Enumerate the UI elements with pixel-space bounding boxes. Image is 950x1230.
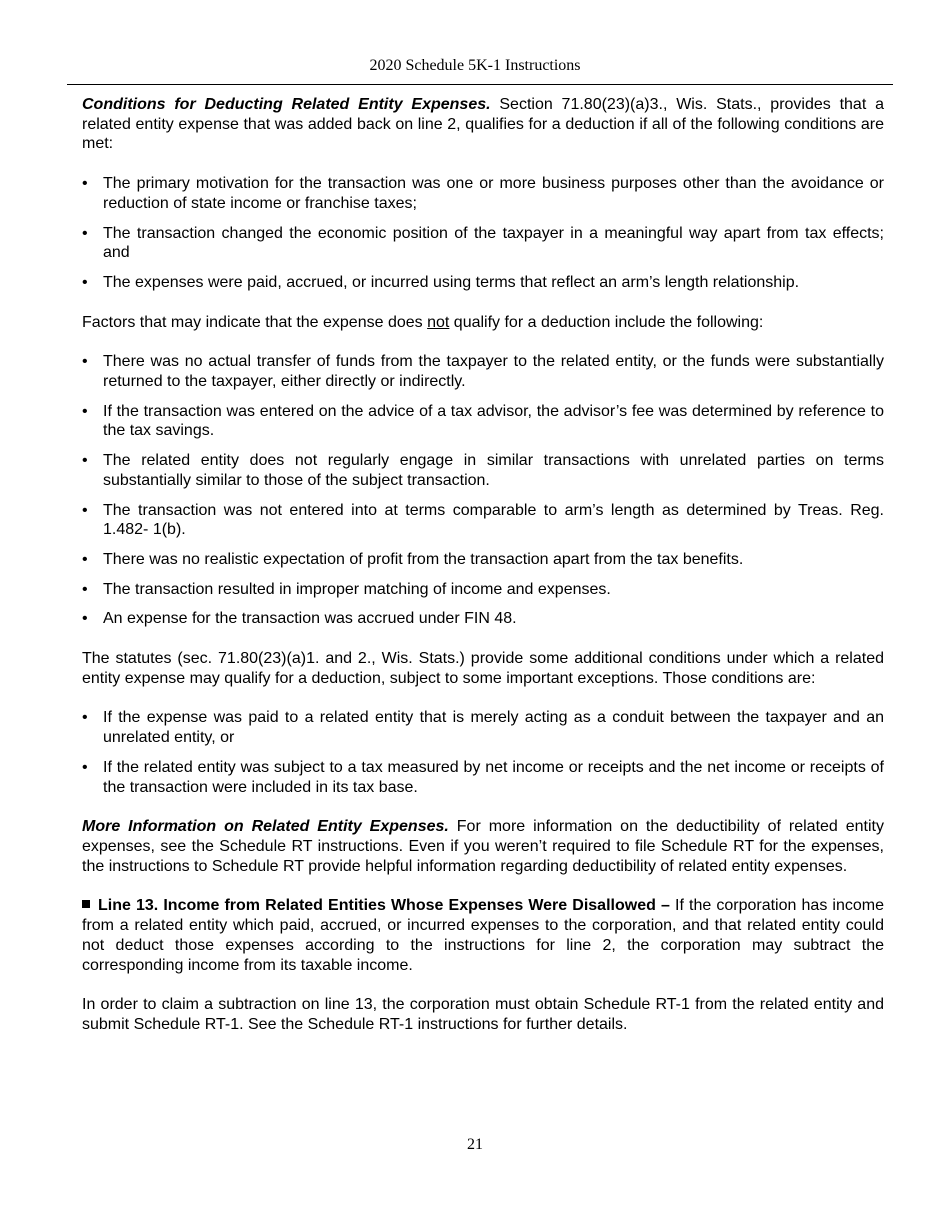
factors-paragraph [82, 313, 884, 333]
bullet-icon: • [82, 175, 88, 193]
conditions-paragraph [82, 95, 884, 154]
list-item-text: The transaction resulted in improper matching of income and expenses. [103, 580, 611, 598]
bullet-icon: • [82, 580, 88, 598]
list-item-text: There was no realistic expectation of profit from the transaction apart from the tax benefits. [103, 550, 744, 568]
list-item-text: The transaction changed the economic position of the taxpayer in a meaningful way apart from tax effects; and [103, 224, 884, 262]
list-item [82, 224, 884, 263]
conditions-intro: Section 71.80(23)(a)3., Wis. Stats., provides that a related entity expense that was added back on line 2, qualifies for a deduction if all of the following conditions are met: [82, 96, 884, 153]
bullet-icon: • [82, 758, 88, 776]
statutes-paragraph: The statutes (sec. 71.80(23)(a)1. and 2., Wis. Stats.) provide some additional conditions under which a related entity expense may qualify for a deduction, subject to some important exceptions. Those conditions are: [82, 650, 884, 687]
document-body [82, 95, 884, 1035]
list-item-text: The primary motivation for the transaction was one or more business purposes other than the avoidance or reduction of state income or franchise taxes; [103, 175, 884, 212]
line13-followup-paragraph: In order to claim a subtraction on line 13, the corporation must obtain Schedule RT-1 from the related entity and submit Schedule RT-1. See the Schedule RT-1 instructions for further details. [82, 996, 884, 1033]
list-item [82, 609, 884, 629]
factors-intro-before: Factors that may indicate that the expense does [82, 313, 428, 331]
list-item-text: If the transaction was entered on the advice of a tax advisor, the advisor’s fee was determined by reference to the tax savings. [103, 402, 884, 440]
list-item [82, 501, 884, 540]
list-item [82, 758, 884, 797]
list-item-text: The expenses were paid, accrued, or incurred using terms that reflect an arm’s length relationship. [103, 273, 800, 291]
list-item-text: If the related entity was subject to a tax measured by net income or receipts and the net income or receipts of the transaction were included in its tax base. [103, 758, 884, 796]
page-header: 2020 Schedule 5K-1 Instructions [369, 57, 581, 74]
list-item-text: The related entity does not regularly engage in similar transactions with unrelated parties on terms substantially similar to those of the subject transaction. [103, 452, 884, 489]
list-item [82, 708, 884, 747]
list-item [82, 580, 884, 600]
line13-paragraph [82, 896, 884, 975]
bullet-icon: • [82, 709, 88, 727]
more-info-paragraph [82, 817, 884, 876]
list-item [82, 174, 884, 213]
list-item-text: If the expense was paid to a related entity that is merely acting as a conduit between the taxpayer and an unrelated entity, or [103, 709, 884, 747]
list-item-text: The transaction was not entered into at terms comparable to arm’s length as determined by Treas. Reg. 1.482- 1(b). [103, 501, 884, 539]
bullet-icon: • [82, 353, 88, 371]
bullet-icon: • [82, 402, 88, 420]
header-divider [67, 84, 893, 85]
bullet-icon: • [82, 550, 88, 568]
bullet-icon: • [82, 273, 88, 291]
conditions-list [82, 174, 884, 293]
statutes-list [82, 708, 884, 797]
bullet-icon: • [82, 224, 88, 242]
list-item [82, 402, 884, 441]
factors-intro-underlined: not [427, 313, 450, 331]
square-bullet-icon [82, 900, 90, 908]
page-number: 21 [467, 1136, 483, 1153]
line13-heading: Line 13. Income from Related Entities Whose Expenses Were Disallowed – [98, 897, 670, 915]
more-info-text: For more information on the deductibility of related entity expenses, see the Schedule RT instructions. Even if you weren’t required to file Schedule RT for the expenses, the instructions to Schedule RT provide helpful information regarding deductibility of related entity expenses. [82, 818, 885, 875]
bullet-icon: • [82, 501, 88, 519]
list-item [82, 352, 884, 391]
bullet-icon: • [82, 610, 88, 628]
line13-text: If the corporation has income from a related entity which paid, accrued, or incurred expenses to the corporation, and that related entity could not deduct those expenses according to the instructions for line 2, the corporation may subtract the corresponding income from its taxable income. [82, 897, 885, 974]
factors-list [82, 352, 884, 629]
list-item-text: There was no actual transfer of funds from the taxpayer to the related entity, or the funds were substantially returned to the taxpayer, either directly or indirectly. [103, 353, 884, 391]
list-item [82, 273, 884, 293]
conditions-heading: Conditions for Deducting Related Entity Expenses. [82, 96, 491, 113]
list-item [82, 550, 884, 570]
list-item [82, 451, 884, 490]
more-info-heading: More Information on Related Entity Expenses. [82, 818, 449, 836]
factors-intro-after: qualify for a deduction include the following: [449, 313, 764, 331]
list-item-text: An expense for the transaction was accrued under FIN 48. [103, 610, 517, 628]
bullet-icon: • [82, 452, 88, 470]
